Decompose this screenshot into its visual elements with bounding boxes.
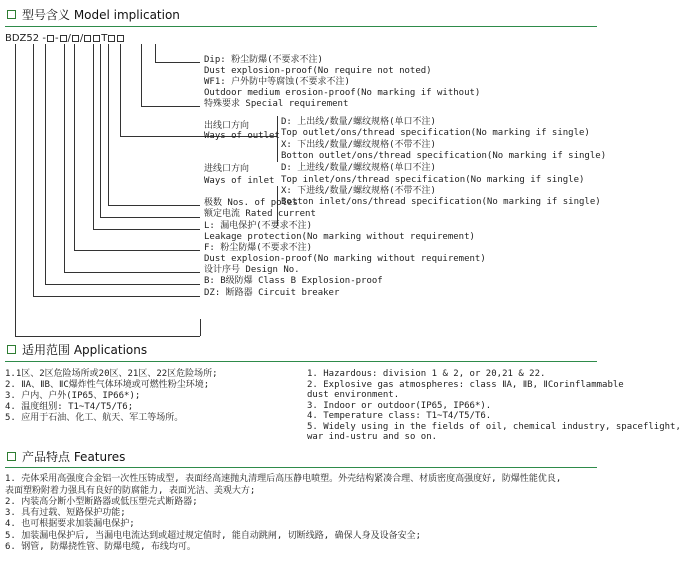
section-square-icon	[7, 10, 16, 19]
feature-item: 6. 钢管, 防爆挠性管、防爆电缆, 布线均可。	[5, 542, 196, 552]
application-item: 4. 温度组别: T1~T4/T5/T6;	[5, 402, 134, 412]
application-item-en: 4. Temperature class: T1~T4/T5/T6.	[307, 411, 492, 421]
model-label: Dust explosion-proof(No require not noted)	[204, 66, 432, 76]
feature-item: 5. 加装漏电保护后, 当漏电电流达到或超过规定值时, 能自动跳闸, 切断线路, 确保人身及设备安全;	[5, 531, 422, 541]
application-item: 1.1区、2区危险场所或20区、21区、22区危险场所;	[5, 369, 218, 379]
application-item: 5. 应用于石油、化工、航天、军工等场所。	[5, 413, 184, 423]
application-item-en: 5. Widely using in the fields of oil, chemical industry, spaceflight,	[307, 422, 681, 432]
model-label: Outdoor medium erosion-proof(No marking if without)	[204, 88, 481, 98]
model-label: B: B级防爆 Class B Explosion-proof	[204, 276, 383, 286]
feature-item: 1. 壳体采用高强度合金铝一次性压铸成型, 表面经高速抛丸清理后高压静电喷塑。外壳结构紧凑合理、材质密度高强度好, 防爆性能优良,	[5, 474, 562, 484]
model-label: L: 漏电保护(不要求不注)	[204, 221, 313, 231]
section-divider	[5, 361, 597, 362]
application-item: 2. ⅡA、ⅡB、ⅡC爆炸性气体环境或可燃性粉尘环境;	[5, 380, 210, 390]
model-code-tail: T	[101, 33, 108, 44]
application-item-en: 3. Indoor or outdoor(IP65, IP66*).	[307, 401, 492, 411]
model-label: Dip: 粉尘防爆(不要求不注)	[204, 55, 323, 65]
section-square-icon	[7, 345, 16, 354]
feature-item: 表面塑粉附着力强具有良好的防腐能力, 表面光洁、美观大方;	[5, 486, 256, 496]
model-label: Top outlet/ons/thread specification(No marking if single)	[281, 128, 590, 138]
model-label: Botton outlet/ons/thread specification(No marking if single)	[281, 151, 607, 161]
application-item: 3. 户内、户外(IP65、IP66*);	[5, 391, 141, 401]
application-item-en: war ind-ustru and so on.	[307, 432, 438, 442]
section-title-applications: 适用范围 Applications	[22, 343, 148, 357]
model-label: Botton inlet/ons/thread specification(No marking if single)	[281, 197, 601, 207]
feature-item: 2. 内装高分断小型断路器或低压塑壳式断路器;	[5, 497, 198, 507]
model-code: BDZ52 - - / / T	[5, 33, 125, 44]
model-label: X: 下出线/数量/螺纹规格(不带不注)	[281, 140, 436, 150]
code-box	[47, 35, 54, 42]
model-label: D: 上出线/数量/螺纹规格(单口不注)	[281, 117, 436, 127]
model-label: F: 粉尘防爆(不要求不注)	[204, 243, 313, 253]
application-item-en: 1. Hazardous: division 1 & 2, or 20,21 & 22.	[307, 369, 546, 379]
model-label: 极数 Nos. of poles	[204, 198, 298, 208]
model-label: D: 上进线/数量/螺纹规格(单口不注)	[281, 163, 436, 173]
model-label: Leakage protection(No marking without requirement)	[204, 232, 475, 242]
section-title-features: 产品特点 Features	[22, 450, 126, 464]
code-box	[108, 35, 115, 42]
model-label: Ways of inlet	[204, 176, 275, 186]
model-label: 进线口方向	[204, 164, 250, 174]
model-label: 设计序号 Design No.	[204, 265, 300, 275]
feature-item: 3. 具有过载、短路保护功能;	[5, 508, 126, 518]
section-divider	[5, 26, 597, 27]
model-label: DZ: 断路器 Circuit breaker	[204, 288, 340, 298]
model-label: X: 下进线/数量/螺纹规格(不带不注)	[281, 186, 436, 196]
section-title-model: 型号含义 Model implication	[22, 8, 180, 22]
model-label: 特殊要求 Special requirement	[204, 99, 349, 109]
model-label: Dust explosion-proof(No marking without requirement)	[204, 254, 486, 264]
model-label: Ways of outlet	[204, 131, 280, 141]
model-label: 出线口方向	[204, 121, 250, 131]
model-code-prefix: BDZ52	[5, 33, 40, 44]
feature-item: 4. 也可根据要求加装漏电保护;	[5, 519, 135, 529]
section-square-icon	[7, 452, 16, 461]
code-box	[117, 35, 124, 42]
model-label: 额定电流 Rated current	[204, 209, 316, 219]
model-label: Top inlet/ons/thread specification(No marking if single)	[281, 175, 585, 185]
code-box	[84, 35, 91, 42]
code-box	[60, 35, 67, 42]
model-label: WF1: 户外防中等腐蚀(不要求不注)	[204, 77, 350, 87]
section-divider	[5, 467, 597, 468]
application-item-en: dust environment.	[307, 390, 400, 400]
code-box	[72, 35, 79, 42]
code-box	[93, 35, 100, 42]
application-item-en: 2. Explosive gas atmospheres: class ⅡA, ⅡB, ⅡCorinflammable	[307, 380, 624, 390]
